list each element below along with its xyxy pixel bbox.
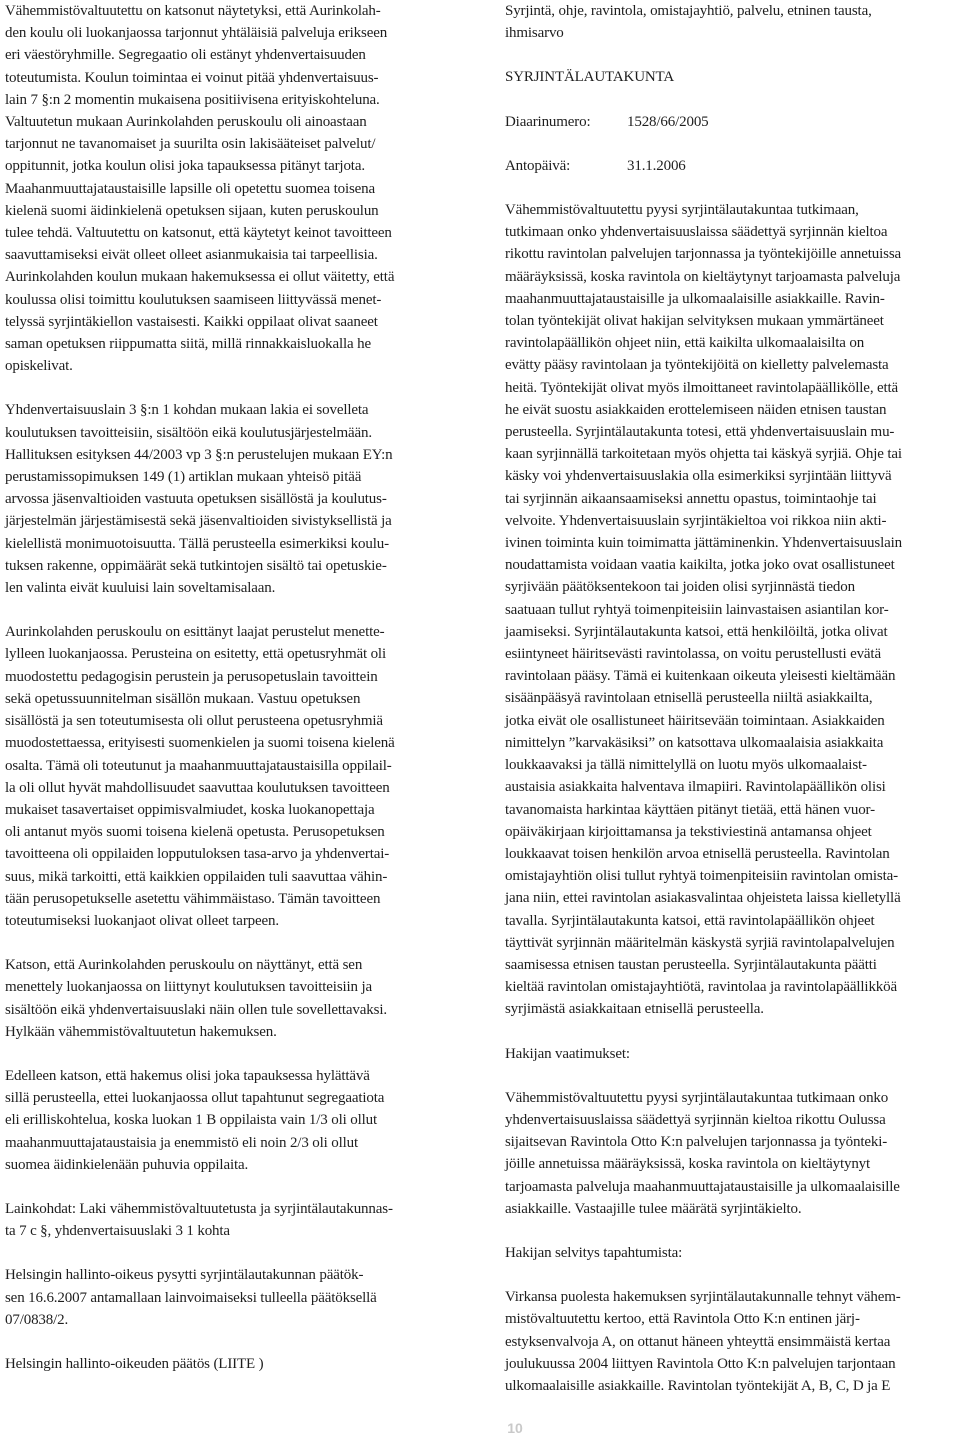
spacer	[5, 599, 451, 621]
paragraph-report: Virkansa puolesta hakemuksen syrjintälautakunnalle tehnyt vähem- mistövaltuutettu kertoo, että Ravintola Otto K:n entinen järj- estyksenvalvoja A, on ottanut häneen yhteyttä ensimmäistä kertaa joulukuussa 2004 liittyen Ravintola Otto K:n palvelujen tarjontaan ulkomaalaisille asiakkaille. Ravintolan työntekijät A, B, C, D ja E	[505, 1289, 901, 1394]
paragraph-case-summary: Vähemmistövaltuutettu pyysi syrjintälautakuntaa tutkimaan, tutkimaan onko yhdenvertaisuuslaissa säädettyä syrjinnän kieltoa rikottu ravintolan palvelujen tarjonnassa ja työntekijöille annetuissa määräyksissä, koska ravintola on kieltäytynyt tarjoamasta palveluja maahanmuuttajataustaisille ja ulkomaalaisille asiakkaille. Ravin- tolan työntekijät olivat hakijan selvityksen mukaan ymmärtäneet ravintolapäällikön ohjeet niin, että kaikilta ulkomaalaisilta on evätty pääsy ravintolaan ja työntekijöitä on kielletty palvelemasta heitä. Työntekijät olivat myös ilmoittaneet ravintolapäällikölle, että he eivät suostu asiakkaiden erottelemiseen näiden etnisen taustan perusteella. Syrjintälautakunta totesi, että yhdenvertaisuuslain mu- kaan syrjinnällä tarkoitetaan myös ohjetta tai käskyä syrjiä. Ohje tai käsky voi yhdenvertaisuuslakia olla esimerkiksi syrjintään liittyvä tai syrjinnän aikaansaamiseksi annettu opastus, toimintaohje tai velvoite. Yhdenvertaisuuslain syrjintäkieltoa voi rikkoa niin akti- ivinen toiminta kuin toimimatta jättäminenkin. Yhdenvertaisuuslain noudattamista voidaan vaatia kaikilta, jotka joko ovat osallistuneet syrjivään päätöksentekoon tai joiden olisi syrjinnästä tiedon saatuaan tullut ryhtyä toimenpiteisiin lainvastaisen asiantilan kor- jaamiseksi. Syrjintälautakunta katsoi, että henkilöiltä, jotka olivat esiintyneet häiritsevästi ravintolassa, on voitu perustellusti evätä ravintolaan pääsy. Tämä ei kuitenkaan oikeuta yleisesti kieltämään sisäänpääsyä ravintolaan etnisellä perusteella niiltä asiakkailta, jotka eivät ole osallistuneet häiritsevään toimintaan. Asiakkaiden nimittelyn ”karvakäsiksi” on katsottava ulkomaalaisia asiakkaita loukkaavaksi ja tällä nimittelyllä on luotu myös ulkomaalaist- austaisia asiakkaita halventava ilmapiiri. Ravintolapäällikön olisi tavanomaista harkintaa käyttäen pitänyt tietää, että hänen vuor- opäiväkirjaan kirjoittamansa ja tekstiviestinä antamansa ohjeet loukkaavat toisen henkilön arvoa etnisellä perusteella. Ravintolan omistajayhtiön olisi tullut ryhtyä toimenpiteisiin ravintolan omista- jana niin, ettei ravintolan asiakasvalintaa ohjeisteta laissa kielletyllä tavalla. Syrjintälautakunta katsoi, että ravintolapäällikön ohjeet täyttivät syrjinnän määritelmän käskystä syrjiä ravintolapalvelujen saamisessa etnisen taustan perusteella. Syrjintälautakunta päätti kieltää ravintolan omistajayhtiötä, ravintolaa ja ravintolapäällikköä syrjimästä asiakkaitaan etnisellä perusteella.	[505, 202, 902, 1018]
spacer	[505, 44, 955, 66]
spacer	[505, 1220, 955, 1242]
diary-number-row	[505, 111, 955, 133]
spacer	[505, 177, 955, 199]
spacer	[5, 377, 451, 399]
spacer	[505, 1021, 955, 1043]
claims-heading: Hakijan vaatimukset:	[505, 1045, 630, 1062]
issue-date-label: Antopäivä:	[505, 157, 571, 174]
spacer	[5, 1242, 451, 1264]
paragraph-segregation-finding: Vähemmistövaltuutettu on katsonut näytetyksi, että Aurinkolah- den koulu oli luokanjaossa tarjonnut yhtäläisiä palveluja erikseen eri väestöryhmille. Segregaatio oli estänyt yhdenvertaisuuden toteutumista. Koulun toimintaa ei voinut pitää yhdenvertaisuus- lain 7 §:n 2 momentin mukaisena positiivisena erityiskohteluna.	[5, 3, 388, 108]
page-number: 10	[507, 1420, 523, 1436]
paragraph-court-ruling: Helsingin hallinto-oikeus pysytti syrjintälautakunnan päätök- sen 16.6.2007 antamallaan lainvoimaiseksi tulleella päätöksellä 07/0838/2.	[5, 1267, 377, 1328]
spacer	[505, 1065, 955, 1087]
paragraph-school-grounds: Aurinkolahden peruskoulu on esittänyt laajat perustelut menette- lylleen luokanjaossa. Perusteina on esitetty, että opetusryhmät oli muodostettu pedagogisin perustein ja perusopetuslain tavoittein sekä opetussuunnitelman sisällön mukaan. Vastuu opetuksen sisällöstä ja sen toteutumisesta oli ollut perusteena opetusryhmiä muodostettaessa, erityisesti suomenkielen ja suomi toisena kielenä osalta. Tämä oli toteutunut ja maahanmuuttajataustaisilla oppilail- la oli ollut hyvät mahdollisuudet saavuttaa koulutuksen tavoitteen mukaiset tasavertaiset oppimisvalmiudet, koska luokanopettaja oli antanut myös suomi toisena kielenä opetusta. Perusopetuksen tavoitteena oli oppilaiden lopputuloksen tasa-arvo ja yhdenvertai- suus, mikä tarkoitti, että kaikkien oppilaiden tuli saavuttaa vähin- tään perusopetukselle asetettu vähimmäistaso. Tämän tavoitteen toteutumiseksi luokanjaot olivat olleet tarpeen.	[5, 624, 395, 929]
case-heading: SYRJINTÄLAUTAKUNTA	[505, 69, 675, 86]
paragraph-equality-act: Yhdenvertaisuuslain 3 §:n 1 kohdan mukaan lakia ei sovelleta koulutuksen tavoitteisiin, sisältöön eikä koulutusjärjestelmään. Hallituksen esityksen 44/2003 vp 3 §:n perustelujen mukaan EY:n perustamissopimuksen 149 (1) artiklan mukaan yhteisö pitää arvossa jäsenvaltioiden vastuuta opetuksen sisällöstä ja koulutus- järjestelmän järjestämisestä sekä jäsenvaltioiden sivistyksellistä ja kielellistä monimuotoisuutta. Tällä perusteella esimerkiksi koulu- tuksen rakenne, oppimäärät sekä tutkintojen sisältö tai opetuskie- len valinta eivät kuuluisi lain soveltamisalaan.	[5, 402, 393, 597]
diary-number-label: Diaarinumero:	[505, 113, 591, 130]
paragraph-finnish-teaching: Maahanmuuttajataustaisille lapsille oli opetettu suomea toisena kielenä suomi äidinkielenä opetuksen sijaan, kuten peruskoulun tulee tehdä. Valtuutettu on katsonut, että käytetyt keinot tavoitteen saavuttamiseksi eivät olleet olleet asianmukaisia tai tarpeellisia.	[5, 180, 392, 264]
spacer	[5, 1043, 451, 1065]
issue-date-row	[505, 155, 955, 177]
spacer	[5, 1331, 451, 1353]
case-category-keywords: Syrjintä, ohje, ravintola, omistajayhtiö, palvelu, etninen tausta, ihmisarvo	[505, 3, 872, 42]
right-column	[505, 0, 955, 1397]
diary-number-value: 1528/66/2005	[627, 113, 709, 130]
spacer	[505, 133, 955, 155]
spacer	[505, 89, 955, 111]
spacer	[5, 1176, 451, 1198]
spacer	[5, 932, 451, 954]
left-column	[5, 0, 451, 1375]
paragraph-school-response: Aurinkolahden koulun mukaan hakemuksessa ei ollut väitetty, että koulussa olisi toimittu koulutuksen saamiseen liittyvässä menet- telyssä syrjintäkiellon vastaisesti. Kaikki oppilaat olivat saaneet saman opetuksen riippumatta siitä, millä rinnakkaisluokalla he opiskelivat.	[5, 269, 395, 375]
paragraph-claims: Vähemmistövaltuutettu pyysi syrjintälautakuntaa tutkimaan onko yhdenvertaisuuslaissa säädettyä syrjinnän kieltoa rikottu Oulussa sijaitsevan Ravintola Otto K:n palvelujen tarjonnassa ja työnteki- jöille annetuissa määräyksissä, koska ravintola on kieltäytynyt tarjoamasta palveluja maahanmuuttajataustaisille ja ulkomaalaisille asiakkaille. Vastaajille tulee määrätä syrjintäkielto.	[505, 1089, 900, 1217]
paragraph-court-decision-attachment: Helsingin hallinto-oikeuden päätös (LIITE )	[5, 1355, 264, 1372]
issue-date-value: 31.1.2006	[627, 157, 686, 174]
paragraph-ombudsman-view: Valtuutetun mukaan Aurinkolahden peruskoulu oli ainoastaan tarjonnut ne tavanomaiset ja suurilta osin lakisääteiset palvelut/ oppitunnit, jotka koulun olisi joka tapauksessa pitänyt tarjota.	[5, 114, 376, 175]
paragraph-legal-provisions: Lainkohdat: Laki vähemmistövaltuutetusta ja syrjintälautakunnas- ta 7 c §, yhdenvertaisuuslaki 3 1 kohta	[5, 1200, 393, 1240]
report-heading: Hakijan selvitys tapahtumista:	[505, 1244, 683, 1261]
spacer	[505, 1264, 955, 1286]
paragraph-further-decision: Edelleen katson, että hakemus olisi joka tapauksessa hylättävä sillä perusteella, ettei luokanjaossa ollut tapahtunut segregaatiota eli erilliskohtelua, koska luokan 1 B oppilaista vain 1/3 oli ollut maahanmuuttajataustaisia ja enemmistö eli noin 2/3 oli ollut suomea äidinkielenään puhuvia oppilaita.	[5, 1067, 385, 1173]
paragraph-decision: Katson, että Aurinkolahden peruskoulu on näyttänyt, että sen menettely luokanjaossa on liittynyt koulutuksen tavoitteisiin ja sisältöön eikä yhdenvertaisuuslaki näin ollen tule sovellettavaksi. Hylkään vähemmistövaltuutetun hakemuksen.	[5, 957, 387, 1040]
